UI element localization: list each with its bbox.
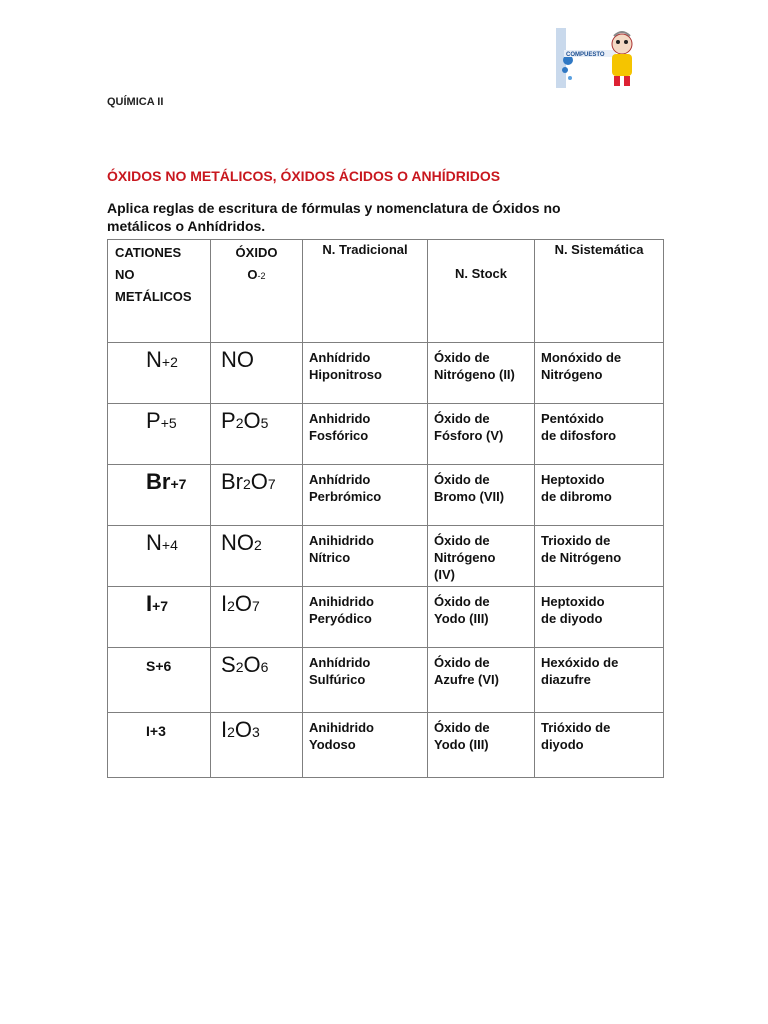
name-line: Trioxido de: [541, 533, 611, 548]
name-line: Óxido de: [434, 350, 490, 365]
name-line: Pentóxido: [541, 411, 604, 426]
name-line: diyodo: [541, 737, 584, 752]
header-text: METÁLICOS: [115, 289, 192, 304]
sist-name-cell: [535, 648, 664, 713]
oxides-table: [107, 239, 664, 778]
name-line: diazufre: [541, 672, 591, 687]
cation-cell: P+5: [108, 404, 211, 465]
name-line: Anihidrido: [309, 533, 374, 548]
name-line: de diyodo: [541, 611, 603, 626]
formula-cell: Br2O7: [211, 465, 303, 526]
name-line: Nítrico: [309, 550, 351, 565]
name-line: Sulfúrico: [309, 672, 366, 687]
stock-name-cell: [428, 465, 535, 526]
sist-name-cell: [535, 713, 664, 778]
name-line: de difosforo: [541, 428, 617, 443]
trad-name-cell: [303, 648, 428, 713]
trad-name-cell: [303, 713, 428, 778]
name-line: Monóxido de: [541, 350, 622, 365]
name-line: Anihidrido: [309, 720, 374, 735]
header-tradicional: N. Tradicional: [303, 240, 428, 343]
page-title: ÓXIDOS NO METÁLICOS, ÓXIDOS ÁCIDOS O ANHÍDRIDOS: [107, 168, 501, 184]
trad-name-cell: [303, 526, 428, 587]
name-line: Nitrógeno: [541, 367, 603, 382]
instructions: Aplica reglas de escritura de fórmulas y nomenclatura de Óxidos no metálicos o Anhídridos.: [107, 200, 561, 234]
formula-cell: NO: [211, 343, 303, 404]
header-text: CATIONES: [115, 245, 182, 260]
sist-name-cell: [535, 526, 664, 587]
cation-cell: N+2: [108, 343, 211, 404]
trad-name-cell: [303, 465, 428, 526]
name-line: Fosfórico: [309, 428, 369, 443]
stock-name-cell: [428, 343, 535, 404]
formula-cell: I2O3: [211, 713, 303, 778]
svg-text:COMPUESTO: COMPUESTO: [566, 52, 605, 58]
table-header-row: [108, 240, 664, 343]
formula-cell: P2O5: [211, 404, 303, 465]
name-line: Nitrógeno: [434, 550, 496, 565]
formula-cell: S2O6: [211, 648, 303, 713]
name-line: Anhidrido: [309, 411, 371, 426]
header-text: ÓXIDO: [235, 245, 278, 260]
stock-name-cell: [428, 526, 535, 587]
header-stock: N. Stock: [428, 240, 535, 343]
name-line: Óxido de: [434, 655, 490, 670]
table-row: [108, 343, 664, 404]
name-line: Hiponitroso: [309, 367, 382, 382]
header-sistematica: N. Sistemática: [535, 240, 664, 343]
name-line: Fósforo (V): [434, 428, 504, 443]
cation-cell: I+7: [108, 587, 211, 648]
table-row: [108, 465, 664, 526]
name-line: Anhídrido: [309, 472, 371, 487]
cation-cell: N+4: [108, 526, 211, 587]
name-line: Heptoxido: [541, 472, 605, 487]
name-line: Azufre (VI): [434, 672, 499, 687]
subject-label: QUÍMICA II: [107, 96, 164, 108]
trad-name-cell: [303, 343, 428, 404]
name-line: de dibromo: [541, 489, 612, 504]
name-line: Óxido de: [434, 594, 490, 609]
header-cationes: [108, 240, 211, 343]
name-line: Óxido de: [434, 720, 490, 735]
name-line: Anihidrido: [309, 594, 374, 609]
table-row: [108, 587, 664, 648]
table-row: [108, 526, 664, 587]
stock-name-cell: [428, 404, 535, 465]
sist-name-cell: [535, 465, 664, 526]
name-line: Heptoxido: [541, 594, 605, 609]
name-line: de Nitrógeno: [541, 550, 622, 565]
name-line: Yodoso: [309, 737, 356, 752]
header-oxido: [211, 240, 303, 343]
cation-cell: S+6: [108, 648, 211, 713]
sist-name-cell: [535, 404, 664, 465]
header-text: NO: [115, 267, 135, 282]
name-line: Óxido de: [434, 472, 490, 487]
sist-name-cell: [535, 343, 664, 404]
stock-name-cell: [428, 713, 535, 778]
stock-name-cell: [428, 648, 535, 713]
formula-cell: NO2: [211, 526, 303, 587]
name-line: Nitrógeno (II): [434, 367, 515, 382]
name-line: Peryódico: [309, 611, 372, 626]
cation-cell: I+3: [108, 713, 211, 778]
name-line: Yodo (III): [434, 611, 489, 626]
name-line: Hexóxido de: [541, 655, 619, 670]
table-row: [108, 713, 664, 778]
name-line: (IV): [434, 567, 455, 582]
stock-name-cell: [428, 587, 535, 648]
name-line: Óxido de: [434, 533, 490, 548]
name-line: Óxido de: [434, 411, 490, 426]
name-line: Trióxido de: [541, 720, 611, 735]
trad-name-cell: [303, 587, 428, 648]
trad-name-cell: [303, 404, 428, 465]
compuesto-logo: [556, 28, 644, 88]
name-line: Anhídrido: [309, 655, 371, 670]
table-row: [108, 648, 664, 713]
sist-name-cell: [535, 587, 664, 648]
table-row: [108, 404, 664, 465]
name-line: Yodo (III): [434, 737, 489, 752]
header-oxido-ion: O-2: [247, 267, 266, 282]
name-line: Bromo (VII): [434, 489, 505, 504]
name-line: Anhídrido: [309, 350, 371, 365]
name-line: Perbrómico: [309, 489, 382, 504]
cation-cell: Br+7: [108, 465, 211, 526]
formula-cell: I2O7: [211, 587, 303, 648]
